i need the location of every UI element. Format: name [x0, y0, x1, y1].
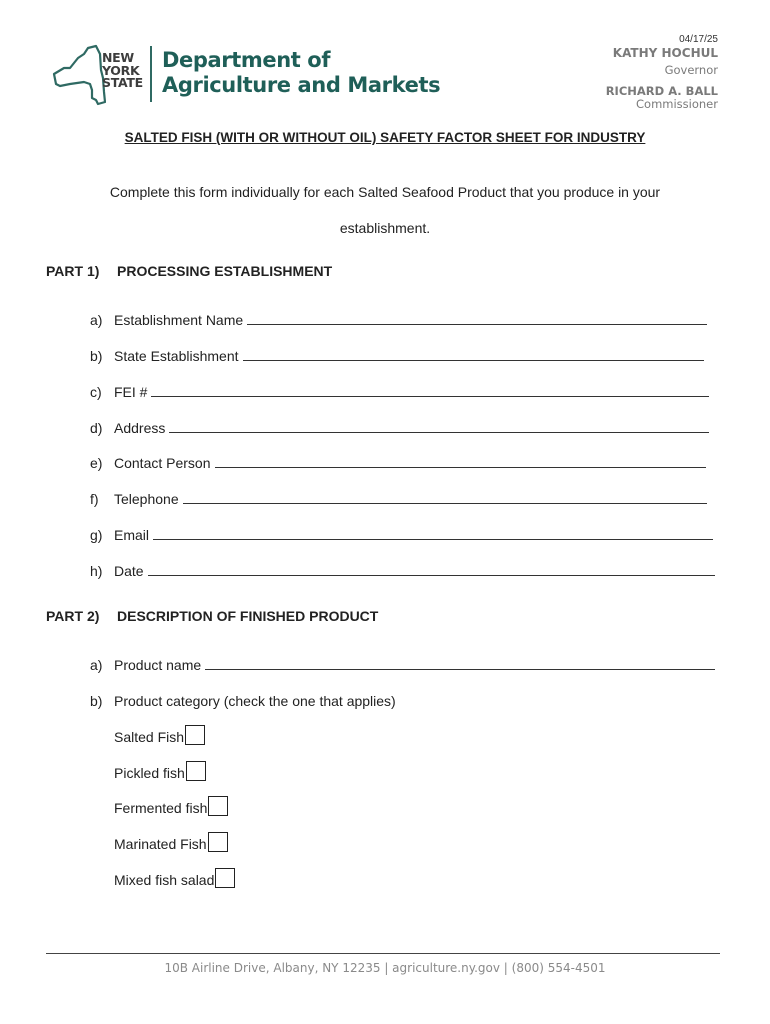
product-category-label: b) Product category (check the one that applies) — [90, 693, 396, 709]
product-name-field[interactable]: a) Product name — [90, 657, 715, 673]
date-line[interactable] — [148, 563, 715, 576]
product-name-line[interactable] — [205, 657, 715, 670]
address-line[interactable] — [169, 420, 709, 433]
option-pickled-fish[interactable]: Pickled fish — [114, 761, 206, 781]
establishment-name-line[interactable] — [247, 312, 707, 325]
department-name: Department of Agriculture and Markets — [162, 48, 441, 97]
intro-text: Complete this form individually for each Salted Seafood Product that you produce in your establishment. — [109, 184, 661, 236]
governor-name: KATHY HOCHUL — [612, 46, 718, 60]
salted-fish-checkbox[interactable] — [185, 725, 205, 745]
part2-heading: PART 2) DESCRIPTION OF FINISHED PRODUCT — [46, 608, 379, 624]
telephone-line[interactable] — [183, 491, 707, 504]
email-field[interactable]: g) Email — [90, 527, 713, 543]
marinated-fish-checkbox[interactable] — [208, 832, 228, 852]
option-mixed-fish-salad[interactable]: Mixed fish salad — [114, 868, 235, 888]
document-title: SALTED FISH (WITH OR WITHOUT OIL) SAFETY FACTOR SHEET FOR INDUSTRY — [124, 130, 646, 145]
governor-title: Governor — [664, 63, 718, 77]
footer-divider — [46, 953, 720, 954]
contact-person-line[interactable] — [215, 455, 706, 468]
pickled-fish-checkbox[interactable] — [186, 761, 206, 781]
telephone-field[interactable]: f) Telephone — [90, 491, 707, 507]
commissioner-title: Commissioner — [636, 97, 718, 111]
option-fermented-fish[interactable]: Fermented fish — [114, 796, 228, 816]
mixed-fish-salad-checkbox[interactable] — [215, 868, 235, 888]
footer-contact: 10B Airline Drive, Albany, NY 12235 | agriculture.ny.gov | (800) 554-4501 — [164, 961, 606, 975]
address-field[interactable]: d) Address — [90, 420, 709, 436]
state-establishment-line[interactable] — [243, 348, 704, 361]
contact-person-field[interactable]: e) Contact Person — [90, 455, 706, 471]
option-salted-fish[interactable]: Salted Fish — [114, 725, 205, 745]
establishment-name-field[interactable]: a) Establishment Name — [90, 312, 707, 328]
fei-field[interactable]: c) FEI # — [90, 384, 709, 400]
option-marinated-fish[interactable]: Marinated Fish — [114, 832, 228, 852]
logo-divider — [150, 46, 152, 102]
part1-heading: PART 1) PROCESSING ESTABLISHMENT — [46, 263, 333, 279]
date-field[interactable]: h) Date — [90, 563, 715, 579]
commissioner-name: RICHARD A. BALL — [605, 84, 718, 98]
fei-line[interactable] — [151, 384, 709, 397]
fermented-fish-checkbox[interactable] — [208, 796, 228, 816]
nys-map-icon — [50, 44, 106, 106]
state-establishment-field[interactable]: b) State Establishment — [90, 348, 704, 364]
logo-state-text: NEW YORK STATE — [102, 50, 143, 90]
email-line[interactable] — [153, 527, 713, 540]
document-date: 04/17/25 — [679, 34, 718, 45]
